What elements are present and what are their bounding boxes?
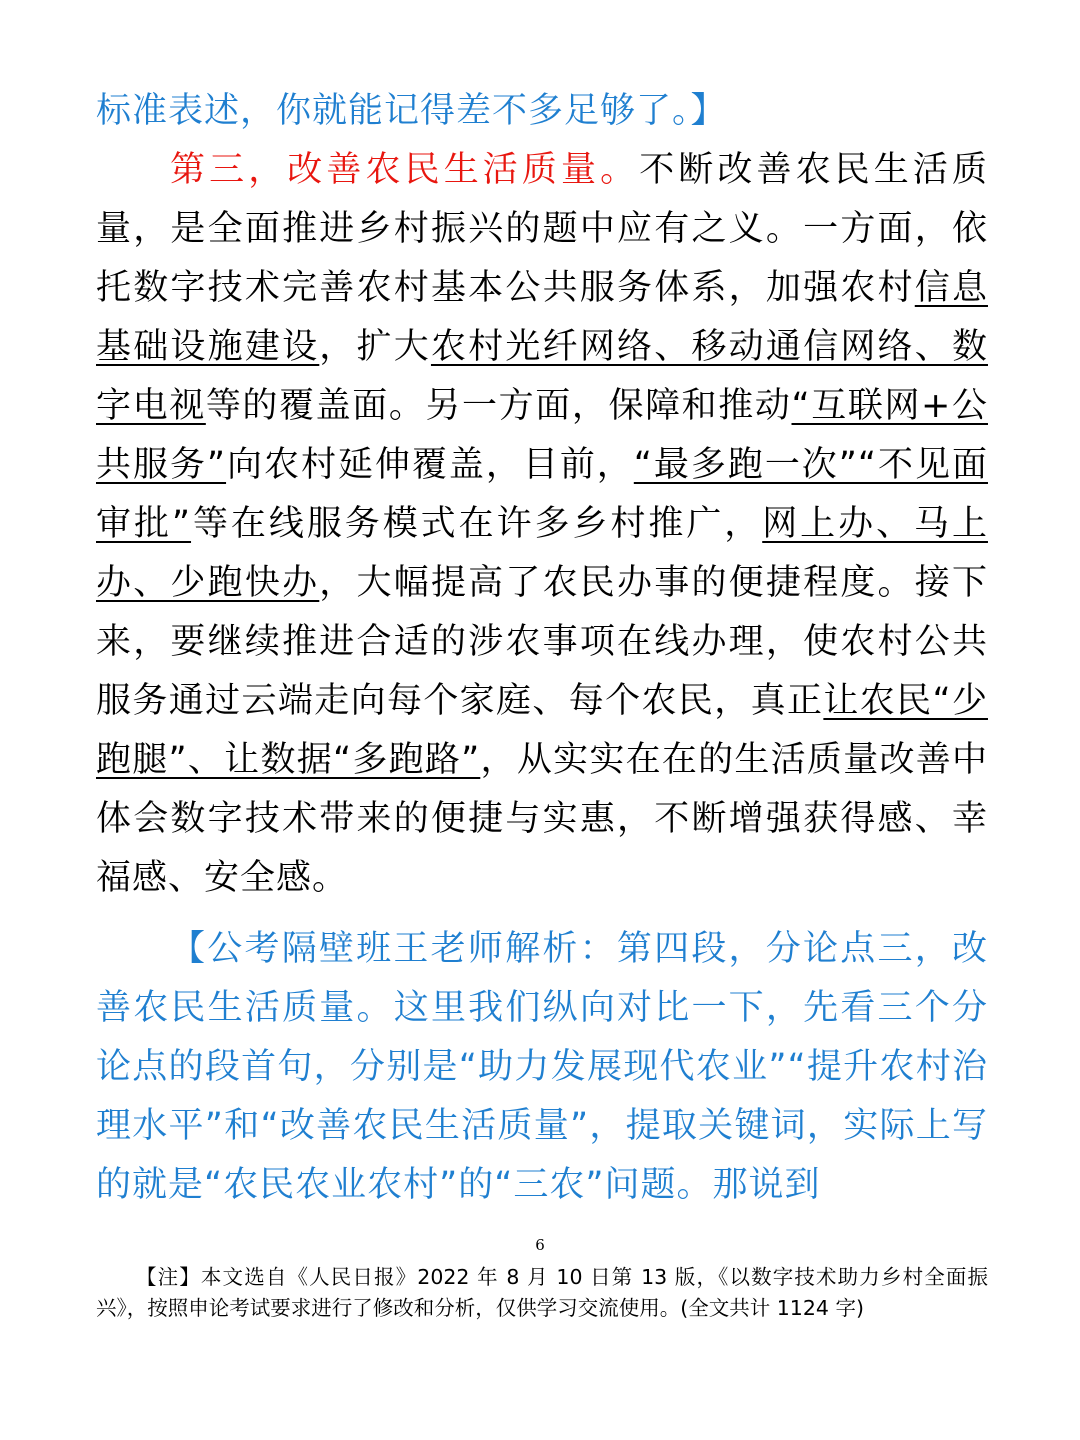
section-heading: 第三，改善农民生活质量。	[170, 150, 640, 190]
underlined-phrase: 让农民“少跑腿”、让数据“多跑路”	[96, 681, 988, 780]
analysis-text-end: 标准表述，你就能记得差不多足够了。】	[96, 91, 727, 131]
analysis-paragraph-end	[96, 82, 988, 141]
page-number: 6	[535, 1236, 545, 1254]
body-text: 等的覆盖面。另一方面，保障和推动	[205, 386, 792, 426]
body-paragraph-third-point	[96, 141, 988, 908]
body-text: 等在线服务模式在许多乡村推广，	[191, 504, 763, 544]
body-text: ，从实实在在的生活质量改善中体会数字技术带来的便捷与实惠，不断增强获得感、幸福感、安全感。	[96, 740, 988, 898]
underlined-phrase: 网上办、马上办、少跑快办	[96, 504, 988, 603]
analysis-text: 【公考隔壁班王老师解析：第四段，分论点三，改善农民生活质量。这里我们纵向对比一下，先看三个分论点的段首句，分别是“助力发展现代农业”“提升农村治理水平”和“改善农民生活质量”，提取关键词，实际上写的就是“农民农业农村”的“三农”问题。那说到	[96, 929, 988, 1205]
body-text: ，扩大	[319, 327, 431, 367]
underlined-phrase: 信息基础设施建设	[96, 268, 988, 367]
analysis-paragraph	[96, 920, 988, 1215]
body-text: 向农村延伸覆盖，目前，	[226, 445, 634, 485]
underlined-phrase: “互联网+公共服务”	[96, 386, 988, 485]
footnote	[96, 1262, 988, 1324]
footnote-text: 【注】本文选自《人民日报》2022 年 8 月 10 日第 13 版，《以数字技术助力乡村全面振兴》，按照申论考试要求进行了修改和分析，仅供学习交流使用。(全文共计 1124 字)	[96, 1265, 988, 1320]
underlined-phrase: 农村光纤网络、移动通信网络、数字电视	[96, 327, 988, 426]
underlined-phrase: “最多跑一次”“不见面审批”	[96, 445, 988, 544]
body-text: 不断改善农民生活质量，是全面推进乡村振兴的题中应有之义。一方面，依托数字技术完善农村基本公共服务体系，加强农村	[96, 150, 988, 308]
body-text: ，大幅提高了农民办事的便捷程度。接下来，要继续推进合适的涉农事项在线办理，使农村公共服务通过云端走向每个家庭、每个农民，真正	[96, 563, 988, 721]
